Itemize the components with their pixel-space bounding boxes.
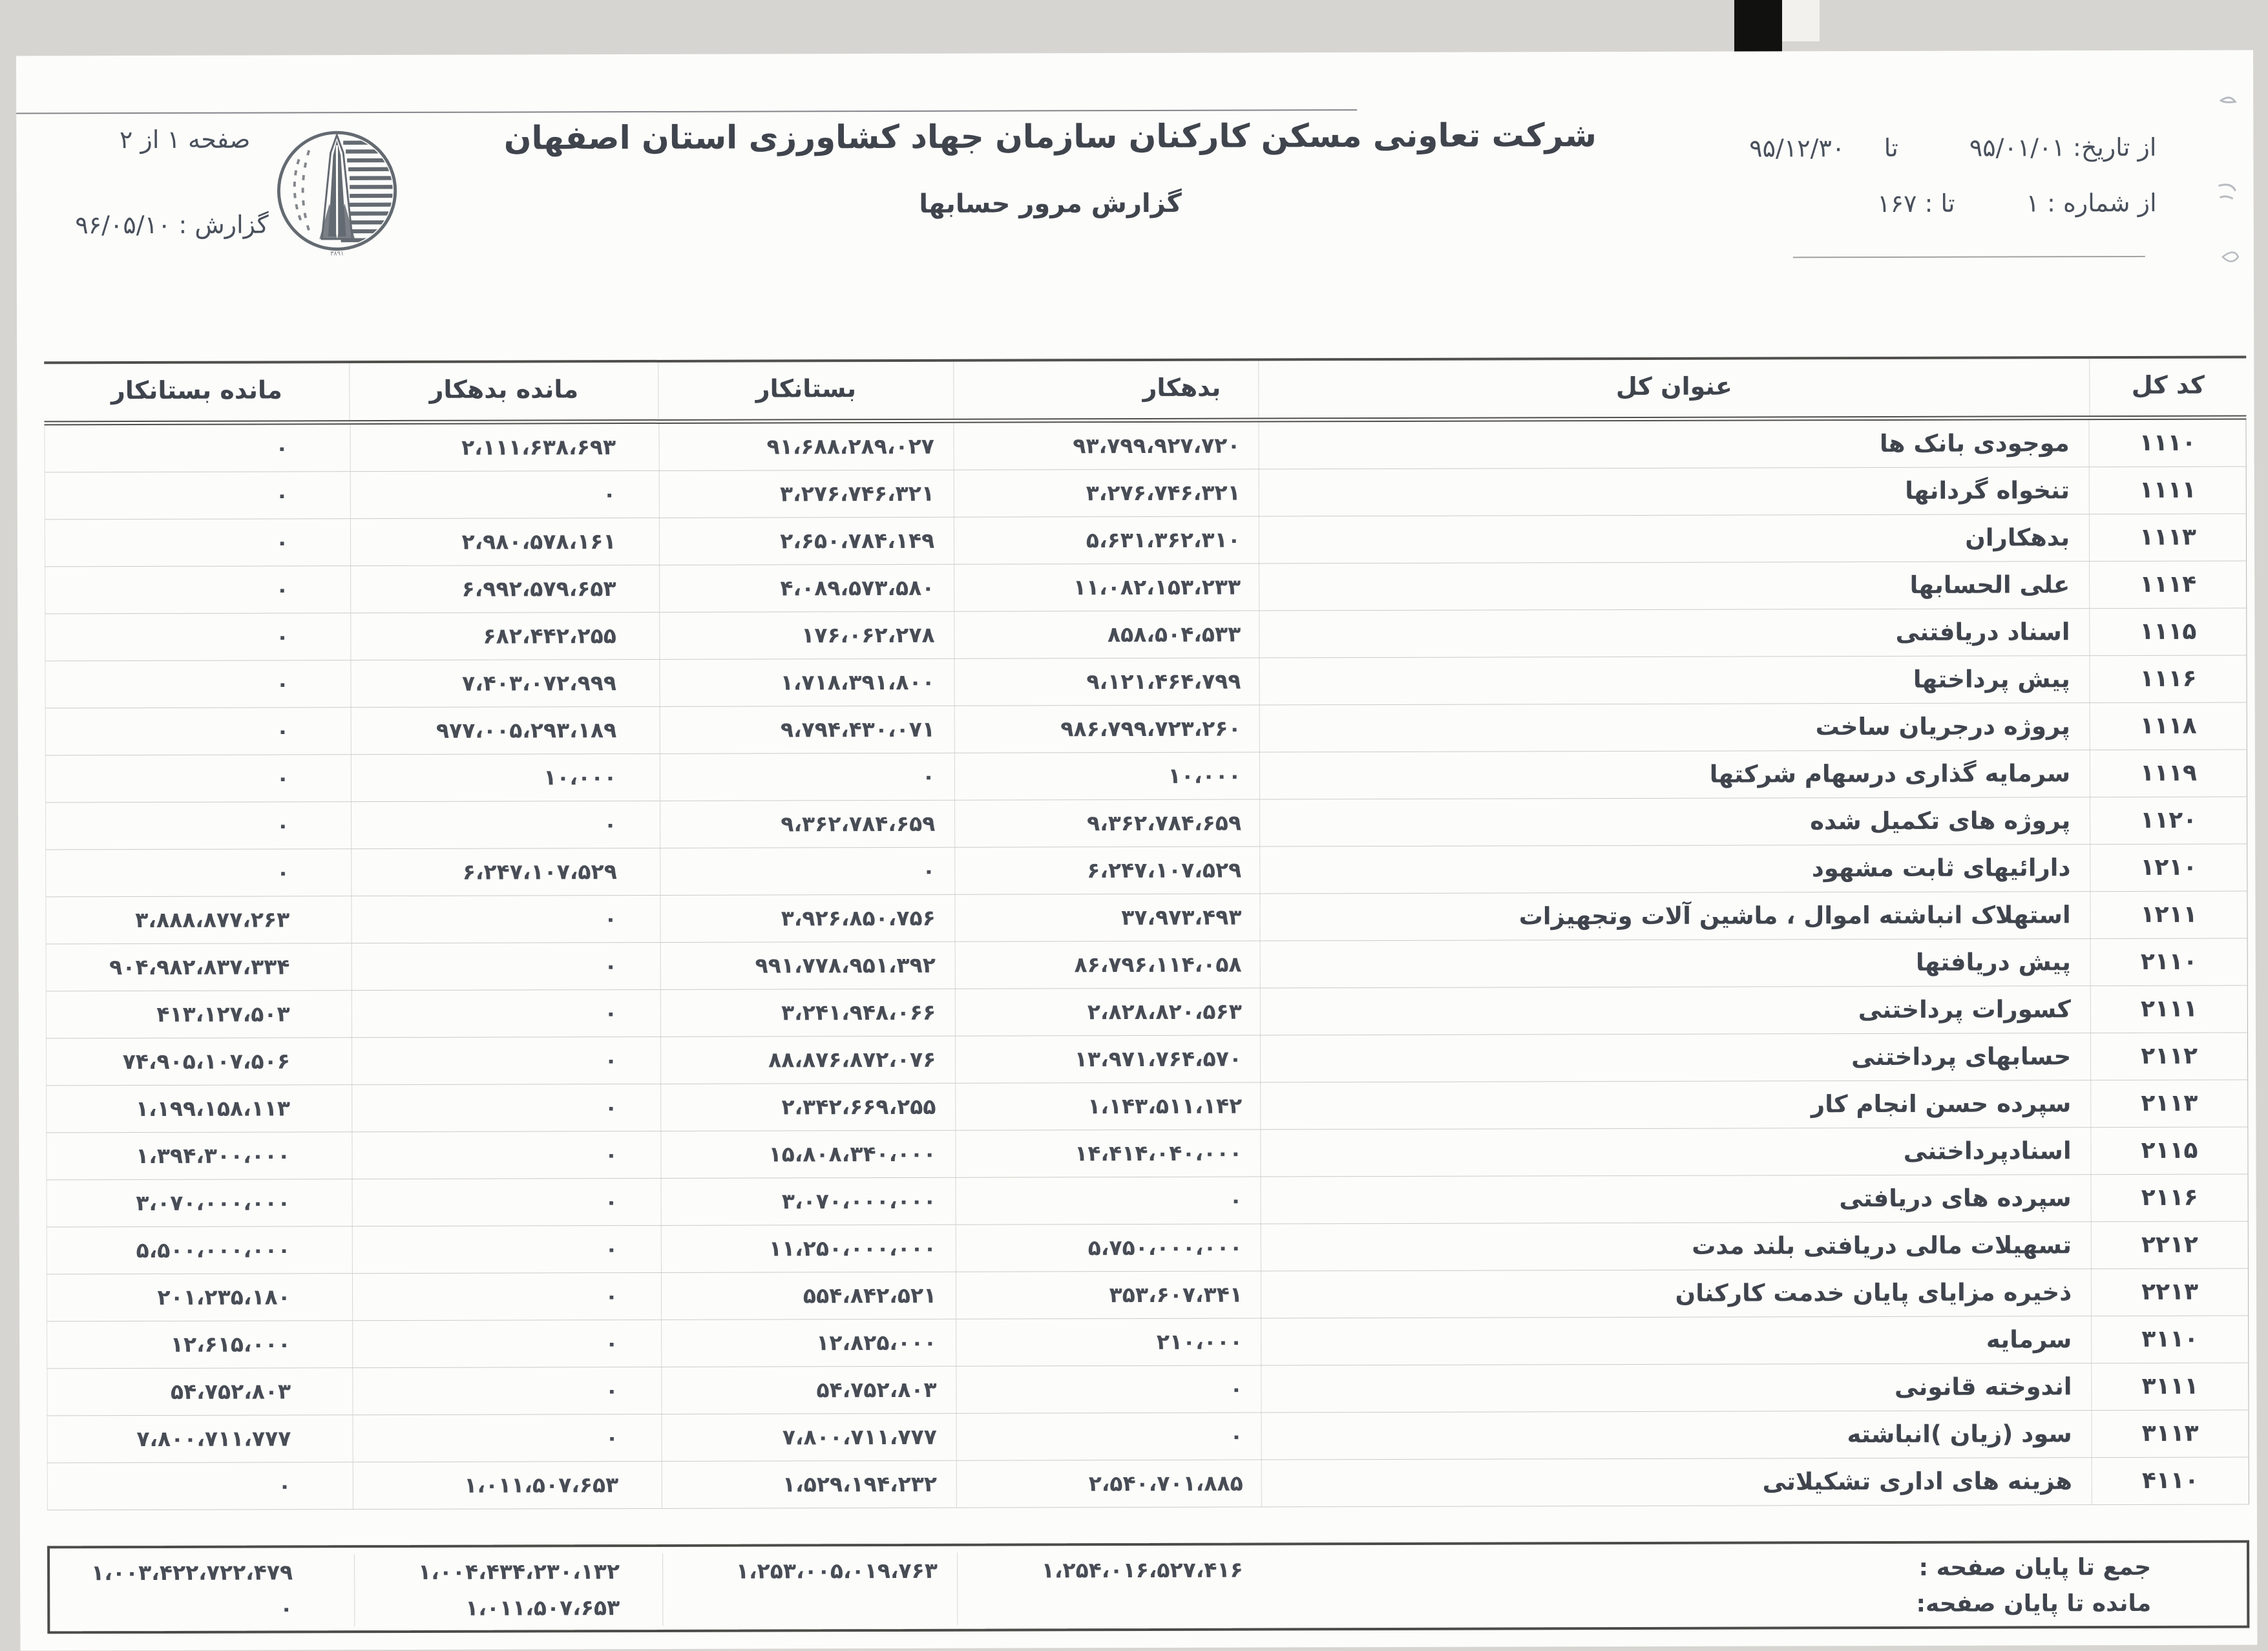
credit-balance-value: ۳،۰۷۰،۰۰۰،۰۰۰ bbox=[47, 1179, 352, 1226]
col-header-account-code: کد کل bbox=[2089, 358, 2246, 415]
report-header-left bbox=[55, 125, 268, 126]
company-logo bbox=[273, 127, 401, 261]
account-title: دارائیهای ثابت مشهود bbox=[1259, 845, 2090, 893]
table-row bbox=[47, 1410, 2249, 1463]
credit-balance-value: ۱۲،۶۱۵،۰۰۰ bbox=[47, 1321, 352, 1368]
account-title: پیش دریافتها bbox=[1260, 939, 2090, 987]
report-header-center bbox=[468, 116, 1632, 220]
credit-balance-value: ۱،۱۹۹،۱۵۸،۱۱۳ bbox=[47, 1085, 352, 1132]
to-date-label: تا bbox=[1884, 134, 1898, 162]
table-row bbox=[46, 1080, 2248, 1133]
table-row bbox=[45, 608, 2247, 661]
debit-balance-value: ۰ bbox=[352, 1367, 661, 1414]
credit-balance-value: ۰ bbox=[45, 519, 350, 566]
account-code: ۳۱۱۰ bbox=[2091, 1316, 2248, 1363]
account-code: ۱۱۱۵ bbox=[2089, 608, 2246, 655]
account-code: ۳۱۱۱ bbox=[2091, 1363, 2248, 1410]
account-title: هزینه های اداری تشکیلاتی bbox=[1261, 1458, 2092, 1506]
debit-balance-value: ۱،۰۱۱،۵۰۷،۶۵۳ bbox=[352, 1462, 661, 1509]
debit-balance-value: ۰ bbox=[351, 943, 660, 990]
credit-balance-value: ۳،۸۸۸،۸۷۷،۲۶۳ bbox=[46, 896, 351, 943]
table-row bbox=[45, 561, 2247, 614]
report-page bbox=[16, 50, 2257, 1650]
account-title: کسورات پرداختنی bbox=[1260, 986, 2090, 1035]
table-row bbox=[45, 419, 2247, 472]
debit-value: ۹۸۶،۷۹۹،۷۲۳،۲۶۰ bbox=[954, 705, 1259, 752]
credit-value: ۳،۰۷۰،۰۰۰،۰۰۰ bbox=[660, 1178, 956, 1225]
account-code: ۲۱۱۶ bbox=[2091, 1174, 2248, 1221]
debit-balance-value: ۰ bbox=[351, 896, 660, 943]
credit-balance-value: ۰ bbox=[45, 472, 350, 519]
scanner-edge-artifact bbox=[1734, 0, 1782, 56]
account-title: ذخیره مزایای پایان خدمت کارکنان bbox=[1261, 1269, 2091, 1318]
debit-balance-value: ۱۰،۰۰۰ bbox=[351, 754, 660, 801]
table-row bbox=[45, 467, 2247, 520]
table-row bbox=[47, 1363, 2249, 1416]
debit-balance-value: ۰ bbox=[352, 1037, 660, 1084]
from-date: از تاریخ: ۹۵/۰۱/۰۱ bbox=[1969, 133, 2157, 162]
debit-balance-value: ۲،۱۱۱،۶۳۸،۶۹۳ bbox=[350, 424, 658, 471]
debit-value: ۸۶،۷۹۶،۱۱۴،۰۵۸ bbox=[955, 941, 1260, 988]
debit-value: ۰ bbox=[956, 1365, 1261, 1413]
account-title: سرمایه گذاری درسهام شرکتها bbox=[1259, 750, 2090, 799]
account-code: ۱۲۱۱ bbox=[2090, 891, 2247, 938]
account-title: حسابهای پرداختنی bbox=[1260, 1033, 2090, 1082]
debit-balance-value: ۰ bbox=[351, 801, 660, 848]
account-title: اسناد دریافتنی bbox=[1259, 609, 2089, 657]
sum-credit-balance: ۱،۰۰۳،۴۲۲،۷۲۲،۴۷۹ bbox=[50, 1554, 354, 1591]
page-number: صفحه ۱ از ۲ bbox=[120, 125, 251, 154]
account-title: سود (زیان )انباشته bbox=[1261, 1411, 2091, 1459]
debit-value: ۰ bbox=[956, 1177, 1261, 1224]
debit-balance-value: ۰ bbox=[352, 1273, 661, 1320]
credit-value: ۳،۹۲۶،۸۵۰،۷۵۶ bbox=[660, 895, 955, 942]
balance-credit-balance: ۰ bbox=[50, 1590, 354, 1627]
report-title: گزارش مرور حسابها bbox=[469, 187, 1632, 220]
credit-value: ۱۱،۲۵۰،۰۰۰،۰۰۰ bbox=[660, 1225, 956, 1272]
debit-value: ۳۷،۹۷۳،۴۹۳ bbox=[955, 894, 1260, 941]
page-sum-row bbox=[50, 1550, 2247, 1592]
table-header-row bbox=[44, 355, 2246, 425]
account-code: ۲۱۱۱ bbox=[2090, 985, 2247, 1033]
debit-balance-value: ۹۷۷،۰۰۵،۲۹۳،۱۸۹ bbox=[350, 707, 659, 754]
account-code: ۱۱۱۰ bbox=[2089, 420, 2246, 467]
debit-value: ۹،۳۶۲،۷۸۴،۶۵۹ bbox=[954, 799, 1259, 847]
credit-balance-value: ۰ bbox=[46, 755, 351, 802]
account-code: ۲۱۱۳ bbox=[2090, 1080, 2247, 1127]
credit-balance-value: ۰ bbox=[45, 566, 350, 613]
credit-value: ۲،۶۵۰،۷۸۴،۱۴۹ bbox=[658, 518, 954, 565]
credit-balance-value: ۰ bbox=[46, 802, 351, 849]
col-header-account-title: عنوان کل bbox=[1258, 359, 2089, 417]
account-code: ۳۱۱۳ bbox=[2092, 1410, 2249, 1457]
col-header-debit: بدهکار bbox=[953, 361, 1258, 419]
debit-balance-value: ۶۸۲،۴۴۲،۲۵۵ bbox=[350, 613, 659, 660]
account-code: ۲۱۱۲ bbox=[2090, 1033, 2247, 1080]
account-title: پروژه های تکمیل شده bbox=[1259, 797, 2090, 846]
credit-balance-value: ۰ bbox=[46, 849, 351, 896]
account-code: ۲۱۱۵ bbox=[2091, 1127, 2248, 1174]
table-row bbox=[45, 750, 2247, 803]
logo-caption: ۳۸۹۱ bbox=[330, 250, 344, 257]
account-code: ۱۱۱۳ bbox=[2089, 514, 2246, 561]
credit-value: ۵۴،۷۵۲،۸۰۳ bbox=[661, 1367, 956, 1414]
credit-value: ۹،۳۶۲،۷۸۴،۶۵۹ bbox=[660, 801, 955, 848]
account-code: ۲۲۱۳ bbox=[2091, 1268, 2248, 1316]
credit-balance-value: ۵۴،۷۵۲،۸۰۳ bbox=[47, 1368, 352, 1415]
to-number: تا : ۱۶۷ bbox=[1877, 189, 1955, 218]
credit-value: ۰ bbox=[659, 753, 954, 801]
credit-value: ۱۵،۸۰۸،۳۴۰،۰۰۰ bbox=[660, 1131, 956, 1178]
col-header-debit-balance: مانده بدهکار bbox=[349, 363, 658, 420]
account-title: علی الحسابها bbox=[1259, 562, 2089, 610]
account-title: تنخواه گردانها bbox=[1259, 467, 2089, 516]
account-code: ۱۱۱۱ bbox=[2089, 467, 2246, 514]
credit-balance-value: ۰ bbox=[46, 708, 351, 755]
debit-value: ۶،۲۴۷،۱۰۷،۵۲۹ bbox=[954, 847, 1259, 894]
account-code: ۱۲۱۰ bbox=[2090, 844, 2247, 891]
debit-balance-value: ۰ bbox=[352, 1226, 661, 1273]
account-code: ۲۲۱۲ bbox=[2091, 1221, 2248, 1268]
credit-value: ۲،۳۴۲،۶۶۹،۲۵۵ bbox=[660, 1084, 956, 1131]
debit-balance-value: ۶،۲۴۷،۱۰۷،۵۲۹ bbox=[351, 848, 660, 896]
credit-balance-value: ۰ bbox=[48, 1462, 353, 1509]
table-row bbox=[45, 844, 2247, 897]
table-row bbox=[46, 1033, 2248, 1086]
debit-balance-value: ۰ bbox=[352, 1179, 660, 1226]
sum-label: جمع تا پایان صفحه : bbox=[1261, 1550, 2247, 1588]
credit-value: ۴،۰۸۹،۵۷۳،۵۸۰ bbox=[659, 565, 954, 612]
debit-value: ۵،۷۵۰،۰۰۰،۰۰۰ bbox=[956, 1224, 1261, 1271]
account-title: اسنادپرداختنی bbox=[1260, 1128, 2090, 1176]
credit-balance-value: ۷،۸۰۰،۷۱۱،۷۷۷ bbox=[48, 1415, 353, 1462]
debit-value: ۲۱۰،۰۰۰ bbox=[956, 1318, 1261, 1365]
account-code: ۴۱۱۰ bbox=[2092, 1457, 2249, 1504]
debit-balance-value: ۰ bbox=[352, 1320, 661, 1367]
table-row bbox=[46, 985, 2248, 1038]
table-row bbox=[47, 1268, 2249, 1321]
credit-value: ۹۹۱،۷۷۸،۹۵۱،۳۹۲ bbox=[660, 942, 955, 989]
debit-value: ۰ bbox=[956, 1413, 1261, 1460]
credit-value: ۱۷۶،۰۶۲،۲۷۸ bbox=[659, 612, 954, 659]
debit-value: ۸۵۸،۵۰۴،۵۳۳ bbox=[954, 611, 1259, 658]
credit-value: ۳،۲۴۱،۹۴۸،۰۶۶ bbox=[660, 989, 955, 1036]
debit-balance-value: ۲،۹۸۰،۵۷۸،۱۶۱ bbox=[350, 518, 659, 565]
report-date: گزارش : ۹۶/۰۵/۱۰ bbox=[75, 211, 269, 240]
account-code: ۱۱۱۸ bbox=[2090, 702, 2247, 750]
scanner-edge-highlight bbox=[1782, 0, 1820, 41]
debit-value: ۲،۸۲۸،۸۲۰،۵۶۳ bbox=[955, 988, 1260, 1035]
debit-value: ۹۳،۷۹۹،۹۲۷،۷۲۰ bbox=[954, 423, 1259, 470]
credit-value: ۷،۸۰۰،۷۱۱،۷۷۷ bbox=[661, 1414, 956, 1461]
debit-balance-value: ۷،۴۰۳،۰۷۲،۹۹۹ bbox=[350, 660, 659, 707]
debit-balance-value: ۶،۹۹۲،۵۷۹،۶۵۳ bbox=[350, 565, 659, 613]
header-top-rule bbox=[16, 109, 1357, 114]
from-number: از شماره : ۱ bbox=[2026, 189, 2157, 218]
debit-balance-value: ۰ bbox=[352, 1414, 661, 1462]
credit-value: ۰ bbox=[660, 848, 955, 895]
table-row bbox=[45, 797, 2247, 850]
sum-debit-balance: ۱،۰۰۴،۴۳۴،۲۳۰،۱۳۲ bbox=[354, 1553, 662, 1590]
credit-balance-value: ۰ bbox=[45, 425, 350, 472]
col-header-credit: بستانکار bbox=[658, 362, 953, 419]
account-title: سپرده حسن انجام کار bbox=[1260, 1080, 2090, 1129]
debit-value: ۹،۱۲۱،۴۶۴،۷۹۹ bbox=[954, 658, 1259, 705]
company-title: شرکت تعاونی مسکن کارکنان سازمان جهاد کشاورزی استان اصفهان bbox=[468, 116, 1632, 157]
account-code: ۱۱۱۹ bbox=[2090, 750, 2247, 797]
debit-value: ۳۵۳،۶۰۷،۳۴۱ bbox=[956, 1271, 1261, 1318]
credit-balance-value: ۷۴،۹۰۵،۱۰۷،۵۰۶ bbox=[47, 1038, 352, 1085]
sum-credit: ۱،۲۵۳،۰۰۵،۰۱۹،۷۶۳ bbox=[662, 1553, 957, 1590]
account-title: تسهیلات مالی دریافتی بلند مدت bbox=[1261, 1222, 2091, 1270]
debit-value: ۱۴،۴۱۴،۰۴۰،۰۰۰ bbox=[956, 1130, 1261, 1177]
debit-value: ۳،۲۷۶،۷۴۶،۳۲۱ bbox=[954, 470, 1259, 517]
table-row bbox=[46, 938, 2248, 991]
balance-label: مانده تا پایان صفحه: bbox=[1261, 1586, 2247, 1625]
table-row bbox=[45, 514, 2247, 567]
credit-value: ۵۵۴،۸۴۲،۵۲۱ bbox=[660, 1272, 956, 1320]
debit-value: ۱،۱۴۳،۵۱۱،۱۴۲ bbox=[955, 1082, 1260, 1130]
credit-balance-value: ۴۱۳،۱۲۷،۵۰۳ bbox=[47, 991, 352, 1038]
account-title: پروژه درجریان ساخت bbox=[1259, 703, 2090, 752]
page-balance-row bbox=[50, 1586, 2247, 1628]
table-row bbox=[45, 702, 2247, 755]
table-row bbox=[47, 1316, 2249, 1369]
table-row bbox=[47, 1174, 2249, 1227]
account-title: اندوخته قانونی bbox=[1261, 1363, 2091, 1412]
table-body bbox=[45, 419, 2249, 1510]
credit-value: ۱۲،۸۲۵،۰۰۰ bbox=[661, 1320, 956, 1367]
report-header-meta bbox=[1749, 133, 2157, 246]
account-title: سپرده های دریافتی bbox=[1261, 1175, 2091, 1223]
account-code: ۱۱۲۰ bbox=[2090, 797, 2247, 844]
sum-debit: ۱،۲۵۴،۰۱۶،۵۲۷،۴۱۶ bbox=[957, 1551, 1261, 1588]
balance-debit-balance: ۱،۰۱۱،۵۰۷،۶۵۳ bbox=[354, 1590, 662, 1626]
credit-balance-value: ۲۰۱،۲۳۵،۱۸۰ bbox=[47, 1274, 352, 1321]
col-header-credit-balance: مانده بستانکار bbox=[44, 363, 349, 421]
account-title: موجودی بانک ها bbox=[1258, 420, 2088, 468]
credit-value: ۸۸،۸۷۶،۸۷۲،۰۷۶ bbox=[660, 1036, 955, 1084]
account-title: بدهکاران bbox=[1259, 514, 2089, 563]
debit-value: ۱۰،۰۰۰ bbox=[954, 752, 1259, 799]
credit-balance-value: ۰ bbox=[45, 660, 350, 708]
credit-value: ۱،۵۲۹،۱۹۴،۲۳۲ bbox=[661, 1461, 956, 1508]
account-code: ۱۱۱۴ bbox=[2089, 561, 2246, 608]
account-title: سرمایه bbox=[1261, 1316, 2091, 1365]
credit-value: ۹،۷۹۴،۴۳۰،۰۷۱ bbox=[659, 706, 954, 753]
credit-balance-value: ۵،۵۰۰،۰۰۰،۰۰۰ bbox=[47, 1226, 352, 1274]
table-row bbox=[45, 655, 2247, 708]
pen-scribble bbox=[2212, 89, 2245, 296]
debit-balance-value: ۰ bbox=[352, 1084, 660, 1131]
account-title: استهلاک انباشته اموال ، ماشین آلات وتجهیزات bbox=[1259, 892, 2090, 940]
table-row bbox=[47, 1221, 2249, 1274]
account-code: ۱۱۱۶ bbox=[2090, 655, 2247, 702]
credit-value: ۹۱،۶۸۸،۲۸۹،۰۲۷ bbox=[658, 423, 954, 470]
accounts-table bbox=[44, 355, 2249, 1510]
debit-value: ۱۱،۰۸۲،۱۵۳،۲۳۳ bbox=[954, 564, 1259, 611]
debit-balance-value: ۰ bbox=[352, 990, 660, 1037]
to-date: ۹۵/۱۲/۳۰ bbox=[1749, 134, 1845, 162]
debit-value: ۱۳،۹۷۱،۷۶۴،۵۷۰ bbox=[955, 1035, 1260, 1082]
credit-value: ۱،۷۱۸،۳۹۱،۸۰۰ bbox=[659, 659, 954, 706]
credit-value: ۳،۲۷۶،۷۴۶،۳۲۱ bbox=[658, 470, 954, 518]
table-row bbox=[45, 891, 2247, 944]
debit-balance-value: ۰ bbox=[350, 471, 658, 518]
credit-balance-value: ۰ bbox=[45, 613, 350, 660]
meta-underline bbox=[1793, 256, 2145, 258]
debit-value: ۵،۶۳۱،۳۶۲،۳۱۰ bbox=[954, 517, 1259, 564]
debit-balance-value: ۰ bbox=[352, 1131, 660, 1179]
totals-box bbox=[47, 1540, 2249, 1634]
debit-value: ۲،۵۴۰،۷۰۱،۸۸۵ bbox=[956, 1460, 1261, 1507]
credit-balance-value: ۹۰۴،۹۸۲،۸۳۷،۳۳۴ bbox=[47, 943, 352, 991]
account-title: پیش پرداختها bbox=[1259, 656, 2089, 704]
account-code: ۲۱۱۰ bbox=[2090, 938, 2247, 985]
table-row bbox=[46, 1127, 2248, 1180]
table-row bbox=[47, 1457, 2249, 1510]
credit-balance-value: ۱،۳۹۴،۳۰۰،۰۰۰ bbox=[47, 1132, 352, 1179]
